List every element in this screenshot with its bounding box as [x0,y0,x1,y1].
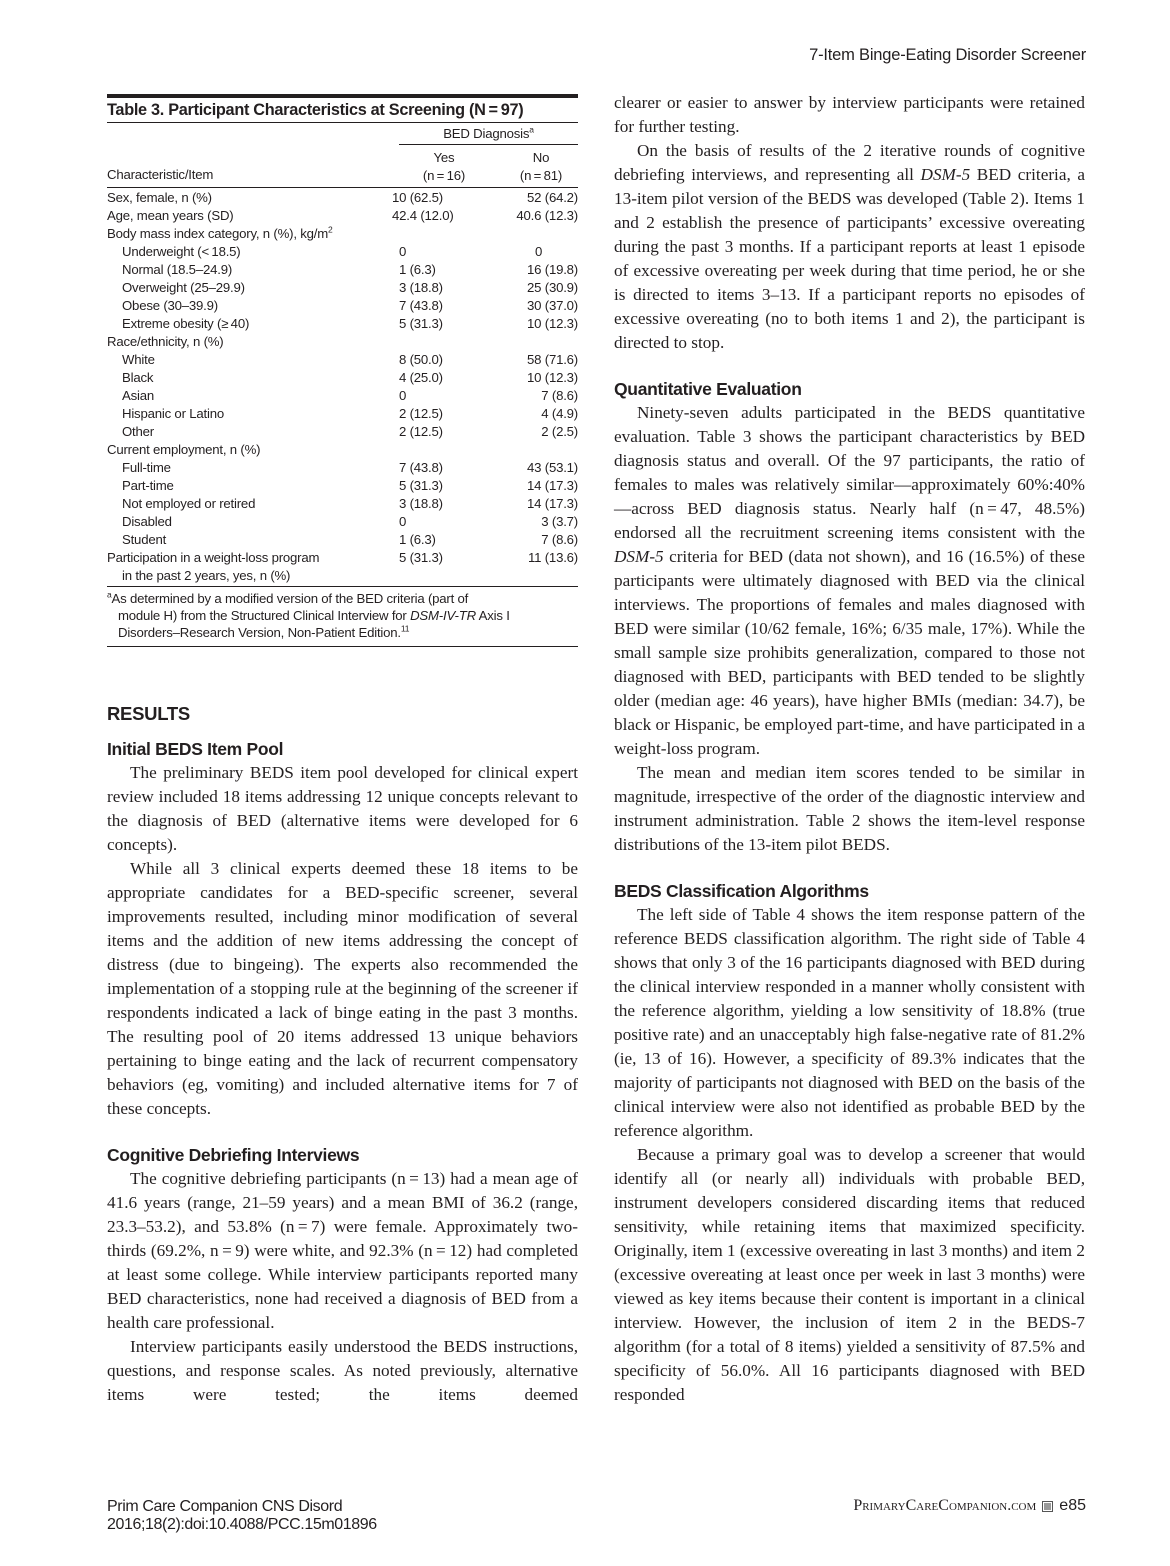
right-column [614,91,1085,1407]
paragraph: Because a primary goal was to develop a screener that would identify all (or nearly all) individuals with probable BED, instrument developers considered discarding items that reduced sensitivity, while retaining items that maximized specificity. Originally, item 1 (excessive overeating in last 3 months) and item 2 (excessive overeating at least once per week in last 3 months) were viewed as key items because their content is important in a clinical interview. However, the inclusion of item 2 in the BEDS-7 algorithm (for a total of 8 items) yielded a sensitivity of 87.5% and specificity of 56.0%. All 16 participants diagnosed with BED responded [614,1145,1085,1404]
row-label-text: Participation in a weight-loss program [107,550,320,565]
cell-yes: 42.4 (12.0) [392,208,454,223]
table-row [107,387,578,405]
subheading-cognitive-debriefing: Cognitive Debriefing Interviews [107,1145,360,1165]
square-bullet-icon [1042,1501,1053,1512]
paragraph: Interview participants easily understood the BEDS instructions, questions, and response scales. As noted previously, alternative items were tested; the items deemed [107,1337,578,1404]
row-label-text: Extreme obesity (≥ 40) [122,316,250,331]
row-label-text: Part-time [122,478,174,493]
text-run: On the basis of results of the 2 iterative rounds of cognitive debriefing interviews, and representing all [614,141,1085,184]
text-run: BED criteria, a 13-item pilot version of the BEDS was developed (Table 2). Items 1 and 2 establish the presence of participants’ excessive overeating during the past 3 months. If a participant reports at least 1 episode of excessive overeating per week during that time period, he or she is directed to items 3–13. If a participant reports no episodes of excessive overeating (no to both items 1 and 2), the participant is directed to stop. [614,165,1085,352]
paragraph: The preliminary BEDS item pool developed for clinical expert review included 18 items addressing 12 unique concepts relevant to the diagnosis of BED (alternative items were developed for 6 concepts). [107,763,578,854]
cell-no: 58 (71.6) [527,352,578,367]
row-label [122,423,154,441]
cell-no: 43 (53.1) [527,460,578,475]
row-label-text: White [122,352,155,367]
cell-yes: 8 (50.0) [399,352,443,367]
cell-yes: 3 (18.8) [399,280,443,295]
column-n: (n = 81) [519,168,563,183]
row-label [122,243,241,261]
table-row [107,369,578,387]
table-row [107,441,578,459]
cell-yes: 5 (31.3) [399,550,443,565]
paragraph: The mean and median item scores tended to be similar in magnitude, irrespective of the order of the diagnostic interview and instrument administration. Table 2 shows the item-level response distributions of the 13-item pilot BEDS. [614,763,1085,854]
table-row [107,243,578,261]
cell-no: 2 (2.5) [541,424,578,439]
paragraph: The cognitive debriefing participants (n = 13) had a mean age of 41.6 years (range, 21–59 years) and a mean BMI of 36.2 (range, 23.3–53.2), and 53.8% (n = 7) were female. Approximately two-thirds (69.2%, n = 9) were white, and 92.3% (n = 12) had completed at least some college. While interview participants reported many BED characteristics, none had received a diagnosis of BED from a health care professional. [107,1169,578,1332]
paragraph: clearer or easier to answer by interview participants were retained for further testing. [614,93,1085,136]
cell-yes: 2 (12.5) [399,424,443,439]
cell-no: 0 [535,244,543,259]
row-label [122,405,224,423]
footnote-text: As determined by a modified version of the BED criteria (part of [111,591,469,606]
footnote-italic: DSM-IV-TR [410,608,476,623]
column-n: (n = 16) [422,168,466,183]
paragraph: While all 3 clinical experts deemed these 18 items to be appropriate candidates for a BED-specific screener, several improvements resulted, including minor modification of several items and the addition of new items addressing the concept of distress (due to bingeing). The experts also recommended the implementation of a stopping rule at the beginning of the screener if respondents indicated a lack of binge eating in the past 3 months. The resulting pool of 20 items addressed 13 unique behaviors pertaining to binge eating and the lack of recurrent compensatory behaviors (eg, vomiting) and included alternative items for 7 of these concepts. [107,859,578,1118]
table-row [107,405,578,423]
table-row [107,279,578,297]
table-row [107,333,578,351]
row-label [122,477,174,495]
row-label [122,531,166,549]
row-label [122,261,232,279]
row-label [122,513,172,531]
row-label-text: Obese (30–39.9) [122,298,218,313]
cell-no: 4 (4.9) [541,406,578,421]
table-row [107,207,578,225]
footnote-text: module H) from the Structured Clinical Interview for [118,608,411,623]
cell-yes: 4 (25.0) [399,370,443,385]
cell-yes: 5 (31.3) [399,316,443,331]
cell-yes: 3 (18.8) [399,496,443,511]
row-label-text: Underweight (< 18.5) [122,244,241,259]
cell-yes: 5 (31.3) [399,478,443,493]
row-label [107,207,233,225]
row-label-text: Student [122,532,167,547]
cell-yes: 0 [399,244,407,259]
cell-no: 7 (8.6) [541,388,578,403]
row-label-text: Normal (18.5–24.9) [122,262,233,277]
row-label [122,495,255,513]
table-row [107,531,578,549]
row-label-text: Age, mean years (SD) [107,208,234,223]
cell-yes: 2 (12.5) [399,406,443,421]
row-label-text: Hispanic or Latino [122,406,224,421]
cell-no: 11 (13.6) [527,550,578,565]
row-label [107,441,260,459]
column-label: No [532,150,550,165]
cell-no: 30 (37.0) [527,298,578,313]
column-header-yes [399,149,489,185]
table-row [107,459,578,477]
footnote-line-1 [107,591,468,606]
table-row [107,297,578,315]
row-label-text: Black [122,370,154,385]
table-title: Table 3. Participant Characteristics at Screening (N = 97) [107,98,578,123]
unit-superscript: 2 [328,224,333,235]
row-label-text: Asian [122,388,154,403]
row-label-text: Overweight (25–29.9) [122,280,245,295]
italic-run: DSM-5 [920,165,971,184]
cell-no: 10 (12.3) [527,370,578,385]
row-label-text: Current employment, n (%) [107,442,261,457]
cell-yes: 7 (43.8) [399,460,443,475]
row-label [122,297,218,315]
cell-no: 14 (17.3) [527,496,578,511]
row-label [107,549,319,567]
footnote-text: Disorders–Research Version, Non-Patient Edition. [118,625,401,640]
table-row [107,495,578,513]
table-row [107,423,578,441]
row-label-continued: in the past 2 years, yes, n (%) [122,568,291,583]
cell-no: 14 (17.3) [527,478,578,493]
journal-name: Prim Care Companion CNS Disord [107,1498,343,1515]
cell-yes: 1 (6.3) [399,262,436,277]
footer-citation [107,1498,377,1534]
footer-right [853,1497,1086,1515]
row-label [122,351,155,369]
table-row [107,477,578,495]
footnote-marker: a [529,124,534,135]
text-run: Ninety-seven adults participated in the BEDS quantitative evaluation. Table 3 shows the participant characteristics by BED diagnosis status and overall. Of the 97 participants, the ratio of females to males was relatively similar—approximately 60%:40%—across BED diagnosis status. Nearly half (n = 47, 48.5%) endorsed all the recruitment screening items consistent with the [614,403,1085,542]
running-head: 7-Item Binge-Eating Disorder Screener [809,46,1086,64]
cell-yes: 0 [399,388,407,403]
table-row [107,513,578,531]
table-row [107,315,578,333]
cell-no: 40.6 (12.3) [516,208,578,223]
table-row [107,261,578,279]
doi-citation: 2016;18(2):doi:10.4088/PCC.15m01896 [107,1516,377,1533]
page-number: e85 [1059,1497,1086,1514]
row-label [122,387,154,405]
cell-no: 25 (30.9) [527,280,578,295]
row-label [122,369,153,387]
row-label-text: Race/ethnicity, n (%) [107,334,224,349]
table-row [107,351,578,369]
column-header-no [496,149,586,185]
cell-yes: 10 (62.5) [392,190,443,205]
span-header-text: BED Diagnosis [443,126,530,141]
bed-diagnosis-span-header [399,126,578,145]
left-column [107,702,578,1407]
cell-no: 16 (19.8) [527,262,578,277]
footnote-line-2 [107,607,578,624]
table-row [107,225,578,243]
cell-no: 52 (64.2) [527,190,578,205]
row-label [107,225,333,243]
reference-superscript: 11 [400,623,410,634]
footnote-line-3 [107,624,578,641]
subheading-initial-item-pool: Initial BEDS Item Pool [107,739,284,759]
row-label-text: Disabled [122,514,172,529]
row-label [122,315,249,333]
italic-run: DSM-5 [614,547,664,566]
cell-yes: 1 (6.3) [399,532,436,547]
subheading-classification-algorithms: BEDS Classification Algorithms [614,881,869,901]
column-label: Yes [433,150,455,165]
row-label-text: Body mass index category, n (%), kg/m [107,226,329,241]
table-row [107,549,578,585]
row-label [122,459,171,477]
website-link[interactable]: PrimaryCareCompanion.com [853,1497,1037,1514]
paragraph: The left side of Table 4 shows the item response pattern of the reference BEDS classification algorithm. The right side of Table 4 shows that only 3 of the 16 participants diagnosed with BED during the clinical interview responded in a manner wholly consistent with the reference algorithm, yielding a low sensitivity of 18.8% (true positive rate) and an unacceptably high false-negative rate of 81.2% (ie, 13 of 16). However, a specificity of 89.3% indicates that the majority of participants not diagnosed with BED on the basis of the clinical interview were also not identified as probable BED by the reference algorithm. [614,905,1085,1140]
table-footnote [107,586,578,647]
cell-yes: 7 (43.8) [399,298,443,313]
table-row [107,189,578,207]
subheading-quantitative-evaluation: Quantitative Evaluation [614,379,802,399]
row-label [107,333,223,351]
row-header: Characteristic/Item [107,167,214,182]
text-run: criteria for BED (data not shown), and 16 (16.5%) of these participants were ultimately diagnosed with BED via the clinical interviews. The proportions of females and males diagnosed with BED were similar (10/62 female, 16%; 6/35 male, 17%). While the small sample size prohibits generalization, compared to those not diagnosed with BED, participants with BED tended to be slightly older (median age: 46 years), have higher BMIs (median: 34.7), be black or Hispanic, be employed part-time, and have participated in a weight-loss program. [614,547,1085,758]
table-3 [107,94,578,647]
row-label-text: Other [122,424,154,439]
paragraph [614,401,1085,761]
paragraph [614,139,1085,355]
row-label [122,279,245,297]
cell-no: 10 (12.3) [527,316,578,331]
table-body [107,188,578,585]
row-label [107,189,212,207]
table-header [107,123,578,188]
footnote-text: Axis I [475,608,510,623]
cell-no: 7 (8.6) [541,532,578,547]
cell-no: 3 (3.7) [541,514,578,529]
section-heading-results: RESULTS [107,703,190,724]
cell-yes: 0 [399,514,407,529]
row-label-text: Full-time [122,460,171,475]
footnote-marker: a [107,589,112,600]
row-label-text: Not employed or retired [122,496,256,511]
row-label-text: Sex, female, n (%) [107,190,212,205]
